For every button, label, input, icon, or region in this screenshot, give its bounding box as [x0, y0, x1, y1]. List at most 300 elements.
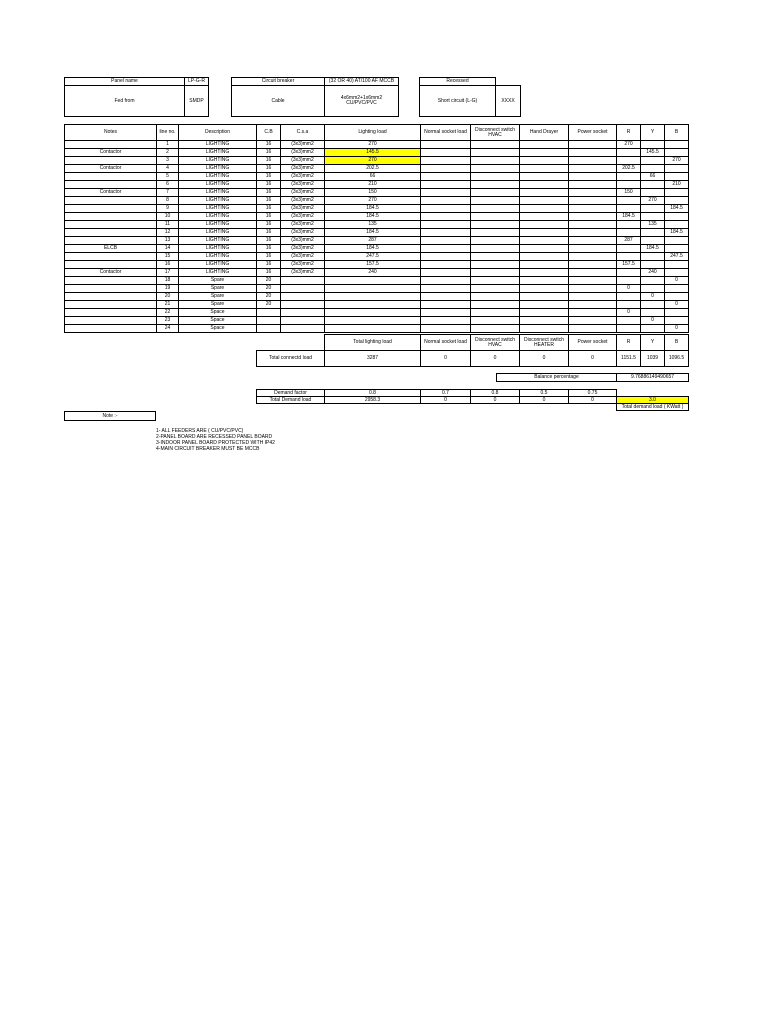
normal-socket-cell	[421, 173, 471, 181]
line-no-cell: 19	[157, 285, 179, 293]
phase-b-cell	[665, 149, 689, 157]
phase-r-cell	[617, 277, 641, 285]
notes-cell	[65, 261, 157, 269]
disconnect-hvac-cell	[471, 173, 520, 181]
demand-load-value: 2958.3	[325, 397, 421, 404]
cb-cell: 20	[257, 285, 281, 293]
normal-socket-cell	[421, 301, 471, 309]
phase-r-cell	[617, 293, 641, 301]
phase-r-cell	[617, 317, 641, 325]
lighting-load-cell	[325, 317, 421, 325]
table-row	[65, 245, 689, 253]
lighting-load-cell: 157.5	[325, 261, 421, 269]
table-row	[65, 181, 689, 189]
description-cell: LIGHTING	[179, 221, 257, 229]
power-socket-cell	[569, 237, 617, 245]
phase-y-cell	[641, 189, 665, 197]
phase-r-cell	[617, 181, 641, 189]
phase-b-cell	[665, 189, 689, 197]
phase-y-cell	[641, 253, 665, 261]
phase-b-cell	[665, 237, 689, 245]
description-cell: Spare	[179, 277, 257, 285]
phase-r-cell	[617, 253, 641, 261]
phase-b-cell	[665, 285, 689, 293]
lighting-load-cell	[325, 301, 421, 309]
hand-drayer-cell	[520, 189, 569, 197]
disconnect-hvac-cell	[471, 229, 520, 237]
column-header-normal-socket-load: Normal socket load	[421, 125, 471, 141]
notes-cell	[65, 325, 157, 333]
notes-cell	[65, 221, 157, 229]
power-socket-cell	[569, 325, 617, 333]
summary-header-disconnect-switch-heater: Disconnect switch HEATER	[520, 335, 569, 351]
note-label: Note :-	[65, 412, 156, 421]
short-circuit-value: XXXX	[496, 86, 521, 117]
cb-cell: 16	[257, 221, 281, 229]
line-no-cell: 12	[157, 229, 179, 237]
phase-b-cell: 184.5	[665, 229, 689, 237]
power-socket-cell	[569, 245, 617, 253]
power-socket-cell	[569, 277, 617, 285]
summary-header-y: Y	[641, 335, 665, 351]
table-row	[65, 205, 689, 213]
note-line: 4-MAIN CIRCUIT BREAKER MUST BE MCCB	[156, 446, 260, 452]
table-row	[65, 229, 689, 237]
cb-cell: 16	[257, 197, 281, 205]
csa-cell: (3x3)mm2	[281, 181, 325, 189]
description-cell: LIGHTING	[179, 181, 257, 189]
demand-factor-empty	[617, 390, 689, 397]
table-row	[65, 301, 689, 309]
power-socket-cell	[569, 221, 617, 229]
line-no-cell: 10	[157, 213, 179, 221]
cb-cell	[257, 309, 281, 317]
lighting-load-cell: 135	[325, 221, 421, 229]
csa-cell	[281, 301, 325, 309]
table-row	[65, 141, 689, 149]
csa-cell: (3x3)mm2	[281, 157, 325, 165]
csa-cell: (3x3)mm2	[281, 253, 325, 261]
notes-cell	[65, 301, 157, 309]
description-cell: LIGHTING	[179, 205, 257, 213]
disconnect-hvac-cell	[471, 221, 520, 229]
description-cell: Spare	[179, 285, 257, 293]
phase-r-cell	[617, 173, 641, 181]
description-cell: LIGHTING	[179, 157, 257, 165]
line-no-cell: 24	[157, 325, 179, 333]
line-no-cell: 18	[157, 277, 179, 285]
phase-y-cell: 0	[641, 293, 665, 301]
summary-header-total-lighting-load: Total lighting load	[325, 335, 421, 351]
phase-r-cell	[617, 221, 641, 229]
phase-y-cell	[641, 237, 665, 245]
phase-y-cell	[641, 301, 665, 309]
column-header-c-b: C.B	[257, 125, 281, 141]
description-cell: LIGHTING	[179, 189, 257, 197]
power-socket-cell	[569, 141, 617, 149]
phase-y-cell	[641, 285, 665, 293]
normal-socket-cell	[421, 221, 471, 229]
notes-cell	[65, 317, 157, 325]
lighting-load-cell: 145.5	[325, 149, 421, 157]
cb-cell: 20	[257, 293, 281, 301]
disconnect-hvac-cell	[471, 149, 520, 157]
disconnect-hvac-cell	[471, 157, 520, 165]
summary-header-row	[257, 335, 689, 351]
phase-y-cell	[641, 157, 665, 165]
cb-cell: 16	[257, 157, 281, 165]
csa-cell: (3x3)mm2	[281, 197, 325, 205]
disconnect-hvac-cell	[471, 245, 520, 253]
power-socket-cell	[569, 197, 617, 205]
csa-cell: (3x3)mm2	[281, 141, 325, 149]
normal-socket-cell	[421, 293, 471, 301]
column-header-notes: Notes	[65, 125, 157, 141]
cb-cell: 16	[257, 149, 281, 157]
column-header-description: Description	[179, 125, 257, 141]
column-header-b: B	[665, 125, 689, 141]
line-no-cell: 16	[157, 261, 179, 269]
lighting-load-cell: 184.5	[325, 229, 421, 237]
table-row	[65, 261, 689, 269]
csa-cell: (3x3)mm2	[281, 221, 325, 229]
lighting-load-cell: 247.5	[325, 253, 421, 261]
phase-r-cell: 202.5	[617, 165, 641, 173]
power-socket-cell	[569, 165, 617, 173]
summary-header-normal-socket-load: Normal socket load	[421, 335, 471, 351]
phase-b-cell	[665, 269, 689, 277]
balance-percentage-value: 9.76886149490657	[617, 374, 689, 382]
notes-cell	[65, 285, 157, 293]
total-demand-kw-value: 3.0	[617, 397, 689, 404]
csa-cell	[281, 293, 325, 301]
line-no-cell: 23	[157, 317, 179, 325]
table-row	[65, 269, 689, 277]
line-no-cell: 8	[157, 197, 179, 205]
notes-list	[156, 428, 275, 452]
recessed-empty	[496, 78, 521, 86]
hand-drayer-cell	[520, 229, 569, 237]
demand-factor-label: Demand factor	[257, 390, 325, 397]
lighting-load-cell: 202.5	[325, 165, 421, 173]
notes-cell	[65, 229, 157, 237]
header-table	[64, 77, 209, 117]
summary-total-value: 1151.5	[617, 351, 641, 367]
normal-socket-cell	[421, 285, 471, 293]
description-cell: LIGHTING	[179, 245, 257, 253]
summary-header-disconnect-switch-hvac: Disconnect switch HVAC	[471, 335, 520, 351]
demand-load-value: 0	[569, 397, 617, 404]
normal-socket-cell	[421, 229, 471, 237]
lighting-load-cell: 150	[325, 189, 421, 197]
demand-factor-value: 0.75	[569, 390, 617, 397]
cb-cell: 16	[257, 253, 281, 261]
disconnect-hvac-cell	[471, 213, 520, 221]
normal-socket-cell	[421, 277, 471, 285]
table-row	[65, 189, 689, 197]
phase-y-cell: 240	[641, 269, 665, 277]
line-no-cell: 17	[157, 269, 179, 277]
notes-cell	[65, 141, 157, 149]
demand-load-value: 0	[520, 397, 569, 404]
table-row	[65, 237, 689, 245]
disconnect-hvac-cell	[471, 165, 520, 173]
description-cell: Spare	[179, 301, 257, 309]
hand-drayer-cell	[520, 277, 569, 285]
summary-header-b: B	[665, 335, 689, 351]
normal-socket-cell	[421, 237, 471, 245]
phase-y-cell: 66	[641, 173, 665, 181]
line-no-cell: 21	[157, 301, 179, 309]
phase-b-cell	[665, 197, 689, 205]
lighting-load-cell	[325, 325, 421, 333]
normal-socket-cell	[421, 253, 471, 261]
csa-cell: (3x3)mm2	[281, 269, 325, 277]
disconnect-hvac-cell	[471, 261, 520, 269]
notes-cell	[65, 157, 157, 165]
table-row	[65, 165, 689, 173]
cb-cell: 16	[257, 173, 281, 181]
normal-socket-cell	[421, 181, 471, 189]
disconnect-hvac-cell	[471, 197, 520, 205]
notes-cell	[65, 309, 157, 317]
power-socket-cell	[569, 293, 617, 301]
note-line: 3-INDOOR PANEL BOARD PROTECTED WITH IP42	[156, 440, 275, 446]
note-table	[64, 411, 156, 421]
notes-cell	[65, 277, 157, 285]
demand-load-row	[257, 397, 689, 404]
power-socket-cell	[569, 149, 617, 157]
load-schedule-table	[64, 124, 689, 333]
phase-r-cell: 0	[617, 309, 641, 317]
lighting-load-cell: 270	[325, 157, 421, 165]
phase-y-cell: 0	[641, 317, 665, 325]
table-row	[65, 293, 689, 301]
hand-drayer-cell	[520, 221, 569, 229]
disconnect-hvac-cell	[471, 141, 520, 149]
panel-name-value: LP-G-R	[185, 78, 209, 86]
short-circuit-label: Short circuit (L-G)	[420, 86, 496, 117]
phase-r-cell	[617, 301, 641, 309]
disconnect-hvac-cell	[471, 181, 520, 189]
power-socket-cell	[569, 205, 617, 213]
phase-y-cell	[641, 325, 665, 333]
description-cell: LIGHTING	[179, 269, 257, 277]
cb-cell	[257, 325, 281, 333]
phase-y-cell	[641, 229, 665, 237]
phase-b-cell	[665, 141, 689, 149]
hand-drayer-cell	[520, 325, 569, 333]
phase-b-cell: 0	[665, 277, 689, 285]
lighting-load-cell: 210	[325, 181, 421, 189]
hand-drayer-cell	[520, 157, 569, 165]
summary-total-value: 1096.5	[665, 351, 689, 367]
lighting-load-cell: 184.5	[325, 213, 421, 221]
normal-socket-cell	[421, 189, 471, 197]
summary-total-value: 3287	[325, 351, 421, 367]
phase-y-cell: 135	[641, 221, 665, 229]
disconnect-hvac-cell	[471, 285, 520, 293]
phase-r-cell: 270	[617, 141, 641, 149]
phase-b-cell	[665, 317, 689, 325]
csa-cell: (3x3)mm2	[281, 205, 325, 213]
phase-y-cell	[641, 261, 665, 269]
description-cell: LIGHTING	[179, 165, 257, 173]
disconnect-hvac-cell	[471, 277, 520, 285]
phase-r-cell: 287	[617, 237, 641, 245]
power-socket-cell	[569, 301, 617, 309]
phase-r-cell: 184.5	[617, 213, 641, 221]
description-cell: Space	[179, 325, 257, 333]
notes-cell: Contactor	[65, 189, 157, 197]
power-socket-cell	[569, 269, 617, 277]
circuit-breaker-label: Circuit breaker	[232, 78, 325, 86]
table-row	[65, 149, 689, 157]
csa-cell: (3x3)mm2	[281, 229, 325, 237]
recessed-table	[419, 77, 521, 117]
notes-cell	[65, 237, 157, 245]
demand-factor-value: 0.7	[421, 390, 471, 397]
summary-total-value: 0	[520, 351, 569, 367]
phase-b-cell	[665, 173, 689, 181]
cable-label: Cable	[232, 86, 325, 117]
cb-cell: 16	[257, 205, 281, 213]
line-no-cell: 2	[157, 149, 179, 157]
hand-drayer-cell	[520, 141, 569, 149]
summary-total-value: 0	[569, 351, 617, 367]
table-row	[65, 173, 689, 181]
table-row	[65, 221, 689, 229]
summary-total-value: 0	[421, 351, 471, 367]
phase-r-cell	[617, 205, 641, 213]
description-cell: Spare	[179, 293, 257, 301]
lighting-load-cell: 270	[325, 141, 421, 149]
power-socket-cell	[569, 229, 617, 237]
normal-socket-cell	[421, 325, 471, 333]
phase-y-cell	[641, 277, 665, 285]
balance-percentage-label: Balance percentage	[497, 374, 617, 382]
normal-socket-cell	[421, 149, 471, 157]
fed-from-label: Fed from	[65, 86, 185, 117]
recessed-label: Recessed	[420, 78, 496, 86]
line-no-cell: 13	[157, 237, 179, 245]
hand-drayer-cell	[520, 197, 569, 205]
description-cell: LIGHTING	[179, 213, 257, 221]
phase-b-cell: 0	[665, 301, 689, 309]
phase-b-cell: 0	[665, 325, 689, 333]
normal-socket-cell	[421, 317, 471, 325]
phase-b-cell	[665, 221, 689, 229]
phase-y-cell	[641, 141, 665, 149]
normal-socket-cell	[421, 213, 471, 221]
summary-header-r: R	[617, 335, 641, 351]
summary-spacer	[257, 335, 325, 351]
total-connected-load-label: Total connectd load	[257, 351, 325, 367]
power-socket-cell	[569, 213, 617, 221]
table-row	[65, 157, 689, 165]
phase-r-cell: 150	[617, 189, 641, 197]
phase-b-cell	[665, 165, 689, 173]
note-line: 1- ALL FEEDERS ARE ( CU/PVC/PVC)	[156, 428, 244, 434]
notes-cell: Contactor	[65, 149, 157, 157]
column-header-disconnect-switch-hvac: Disconnect switch HVAC	[471, 125, 520, 141]
table-row	[65, 197, 689, 205]
description-cell: LIGHTING	[179, 253, 257, 261]
line-no-cell: 4	[157, 165, 179, 173]
cb-cell: 16	[257, 245, 281, 253]
normal-socket-cell	[421, 141, 471, 149]
lighting-load-cell	[325, 309, 421, 317]
disconnect-hvac-cell	[471, 189, 520, 197]
column-header-r: R	[617, 125, 641, 141]
phase-b-cell	[665, 245, 689, 253]
column-header-c-s-a: C.s.a	[281, 125, 325, 141]
lighting-load-cell: 184.5	[325, 245, 421, 253]
balance-table	[496, 373, 689, 382]
phase-r-cell	[617, 197, 641, 205]
description-cell: LIGHTING	[179, 261, 257, 269]
power-socket-cell	[569, 317, 617, 325]
notes-cell: Contactor	[65, 165, 157, 173]
breaker-table	[231, 77, 399, 117]
normal-socket-cell	[421, 165, 471, 173]
phase-y-cell	[641, 165, 665, 173]
demand-factor-value: 0.5	[520, 390, 569, 397]
hand-drayer-cell	[520, 237, 569, 245]
disconnect-hvac-cell	[471, 317, 520, 325]
column-header-power-socket: Power socket	[569, 125, 617, 141]
column-header-lighting-load: Lighting load	[325, 125, 421, 141]
description-cell: LIGHTING	[179, 197, 257, 205]
hand-drayer-cell	[520, 285, 569, 293]
notes-cell	[65, 253, 157, 261]
note-line: 2-PANEL BOARD ARE RECESSED PANEL BOARD	[156, 434, 273, 440]
normal-socket-cell	[421, 197, 471, 205]
phase-r-cell	[617, 269, 641, 277]
hand-drayer-cell	[520, 301, 569, 309]
column-header-y: Y	[641, 125, 665, 141]
csa-cell: (3x3)mm2	[281, 173, 325, 181]
demand-factor-value: 0.8	[325, 390, 421, 397]
hand-drayer-cell	[520, 165, 569, 173]
fed-from-value: SMDP	[185, 86, 209, 117]
csa-cell	[281, 317, 325, 325]
column-header-hand-drayer: Hand Drayer	[520, 125, 569, 141]
phase-r-cell: 157.5	[617, 261, 641, 269]
description-cell: LIGHTING	[179, 173, 257, 181]
panel-name-label: Panel name	[65, 78, 185, 86]
disconnect-hvac-cell	[471, 269, 520, 277]
cb-cell: 20	[257, 301, 281, 309]
description-cell: LIGHTING	[179, 141, 257, 149]
phase-b-cell: 210	[665, 181, 689, 189]
total-demand-load-label: Total Demand load	[257, 397, 325, 404]
cb-cell: 16	[257, 141, 281, 149]
power-socket-cell	[569, 189, 617, 197]
normal-socket-cell	[421, 309, 471, 317]
lighting-load-cell	[325, 285, 421, 293]
summary-total-row	[257, 351, 689, 367]
notes-cell	[65, 197, 157, 205]
hand-drayer-cell	[520, 261, 569, 269]
description-cell: LIGHTING	[179, 229, 257, 237]
hand-drayer-cell	[520, 245, 569, 253]
phase-b-cell	[665, 261, 689, 269]
column-header-line-no: line no.	[157, 125, 179, 141]
cb-cell: 20	[257, 277, 281, 285]
phase-r-cell	[617, 149, 641, 157]
hand-drayer-cell	[520, 205, 569, 213]
